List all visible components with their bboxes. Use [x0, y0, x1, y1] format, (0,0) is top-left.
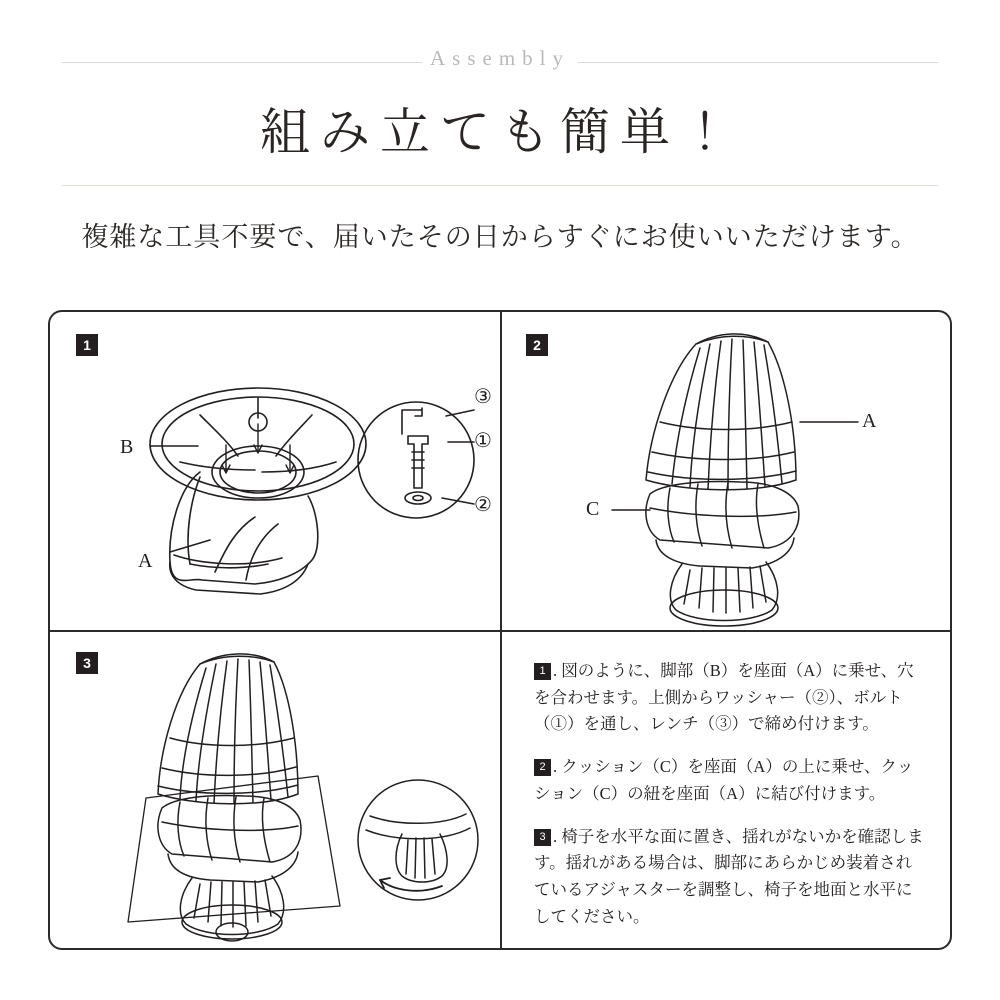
step-1-illustration [50, 312, 500, 630]
panel-instructions [500, 630, 950, 948]
instruction-text-1: . 図のように、脚部（B）を座面（A）に乗せ、穴を合わせます。上側からワッシャー（②）、ボルト（①）を通し、レンチ（③）で締め付けます。 [534, 661, 914, 734]
instruction-number-2: 2 [534, 759, 551, 776]
instruction-number-3: 3 [534, 829, 551, 846]
label-a: A [138, 550, 153, 572]
label-c-step2: C [586, 498, 600, 520]
instruction-item-3 [534, 824, 924, 931]
panel-step-2 [500, 312, 950, 630]
label-b: B [120, 436, 134, 458]
eyebrow-text: Assembly [430, 46, 570, 70]
label-part-1: ① [474, 430, 492, 452]
step-badge-2: 2 [526, 334, 548, 356]
step-2-illustration [500, 312, 950, 630]
instruction-text-3: . 椅子を水平な面に置き、揺れがないかを確認します。揺れがある場合は、脚部にあらかじめ装着されているアジャスターを調整し、椅子を地面と水平にしてください。 [534, 826, 924, 926]
panel-step-1 [50, 312, 500, 630]
label-part-3: ③ [474, 386, 492, 408]
instruction-list [534, 658, 924, 930]
step-badge-1: 1 [76, 334, 98, 356]
step-badge-3: 3 [76, 652, 98, 674]
instruction-item-1 [534, 658, 924, 738]
label-a-step2: A [862, 410, 877, 432]
title-divider [62, 185, 938, 186]
instruction-number-1: 1 [534, 663, 551, 680]
subtitle-text: 複雑な工具不要で、届いたその日からすぐにお使いいただけます。 [81, 222, 919, 252]
step-3-illustration [50, 630, 500, 948]
assembly-panel-grid [48, 310, 952, 950]
panel-step-3 [50, 630, 500, 948]
page-title: 組み立ても簡単！ [260, 104, 740, 160]
label-part-2: ② [474, 494, 492, 516]
instruction-text-2: . クッション（C）を座面（A）の上に乗せ、クッション（C）の紐を座面（A）に結び付けます。 [534, 757, 914, 803]
instruction-item-2 [534, 754, 924, 807]
